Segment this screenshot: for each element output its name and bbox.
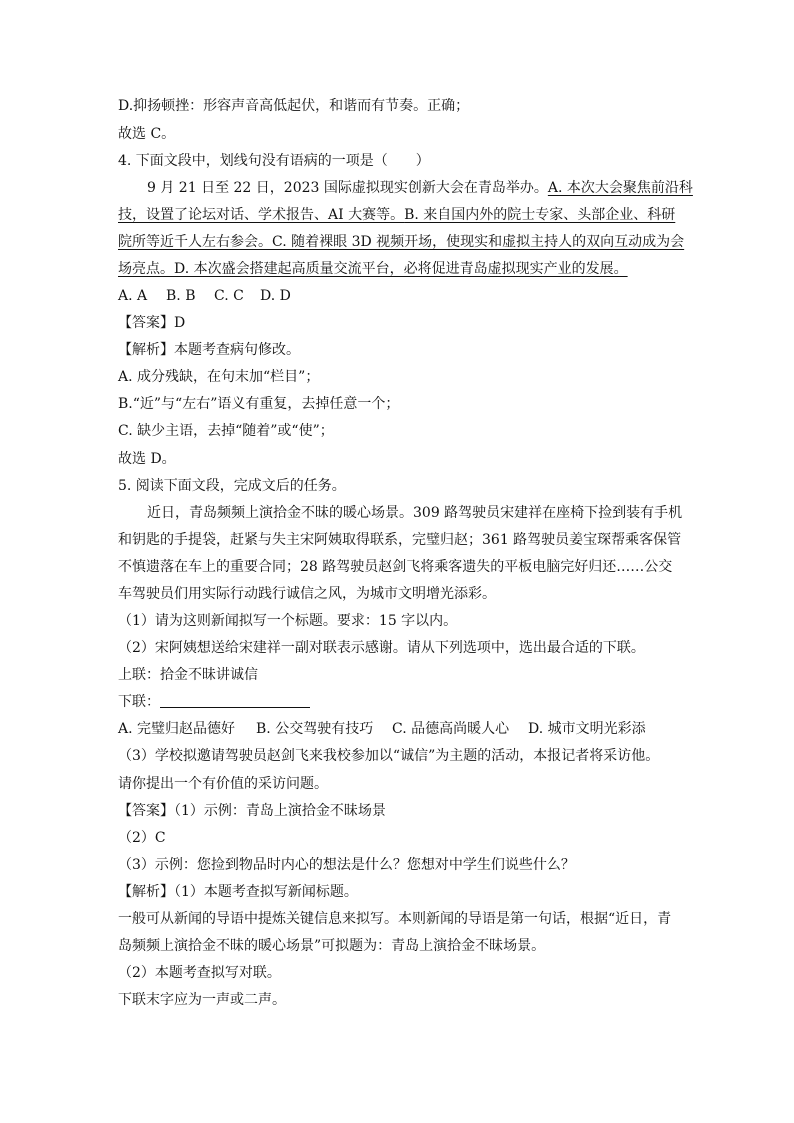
option-d: D. D (260, 288, 291, 304)
question-5-title: 5. 阅读下面文段，完成文后的任务。 (118, 478, 346, 494)
question-5-passage-line: 和钥匙的手提袋，赶紧与失主宋阿姨取得联系，完璧归赵；361 路驾驶员姜宝琛帮乘客保管 (118, 532, 682, 548)
text-line: 请你提出一个有价值的采访问题。 (118, 776, 328, 792)
task-2: （2）宋阿姨想送给宋建祥一副对联表示感谢。请从下列选项中，选出最合适的下联。 (118, 640, 645, 656)
question-4-passage-line (147, 178, 693, 198)
text-line: （3）示例：您捡到物品时内心的想法是什么？您想对中学生们说些什么？ (118, 857, 575, 873)
underlined-sentence-b: B. 来自国内外的院士专家、头部企业、科研 (404, 207, 676, 223)
underlined-sentence-c: C. 随着裸眼 3D 视频开场，使现实和虚拟主持人的双向互动成为会 (272, 234, 685, 250)
question-5-options (118, 719, 646, 739)
question-4-title: 4. 下面文段中，划线句没有语病的一项是（ ） (118, 153, 430, 169)
text-line: 故选 C。 (118, 126, 176, 142)
question-5-passage-line: 不慎遗落在车上的重要合同；28 路驾驶员赵剑飞将乘客遗失的平板电脑完好归还……公交 (118, 559, 673, 575)
explanation-4: 【解析】本题考查病句修改。 (118, 342, 300, 358)
text-line: 故选 D。 (118, 451, 176, 467)
text-line: （2）C (118, 830, 166, 846)
task-1: （1）请为这则新闻拟写一个标题。要求：15 字以内。 (118, 613, 458, 629)
underlined-sentence-a: A. 本次大会聚焦前沿科 (547, 180, 693, 196)
option-d: D. 城市文明光彩添 (528, 721, 646, 737)
underlined-sentence-c: 场亮点。 (118, 261, 174, 277)
option-c: C. 品德高尚暖人心 (392, 721, 510, 737)
question-5-passage-line: 车驾驶员们用实际行动践行诚信之风，为城市文明增光添彩。 (118, 586, 496, 602)
text-line: （2）本题考查拟写对联。 (118, 965, 281, 981)
answer-blank (160, 693, 310, 708)
task-3: （3）学校拟邀请驾驶员赵剑飞来我校参加以“诚信”为主题的活动，本报记者将采访他。 (118, 748, 660, 764)
text-line: C. 缺少主语，去掉“随着”或“使”； (118, 423, 334, 439)
option-c: C. C (214, 288, 244, 304)
lower-couplet (118, 692, 310, 712)
question-4-passage-line (118, 232, 684, 252)
lower-couplet-label: 下联： (118, 694, 160, 710)
option-a: A. A (118, 288, 148, 304)
passage-text: 9 月 21 日至 22 日，2023 国际虚拟现实创新大会在青岛举办。 (147, 180, 548, 196)
explanation-5: 【解析】（1）本题考查拟写新闻标题。 (118, 884, 358, 900)
answer-4: 【答案】D (118, 315, 186, 331)
upper-couplet: 上联：拾金不昧讲诚信 (118, 667, 258, 683)
option-b: B. 公交驾驶有技巧 (256, 721, 374, 737)
underlined-sentence-d: D. 本次盛会搭建起高质量交流平台，必将促进青岛虚拟现实产业的发展。 (174, 261, 628, 277)
question-4-passage-line (118, 259, 628, 279)
question-5-passage-line: 近日，青岛频频上演拾金不昧的暖心场景。309 路驾驶员宋建祥在座椅下捡到装有手机 (147, 505, 683, 521)
text-line: A. 成分残缺，在句末加“栏目”； (118, 369, 320, 385)
text-line: D.抑扬顿挫：形容声音高低起伏，和谐而有节奏。正确； (118, 98, 470, 114)
underlined-sentence-a: 技，设置了论坛对话、学术报告、AI 大赛等。 (118, 207, 405, 223)
text-line: 岛频频上演拾金不昧的暖心场景”可拟题为：青岛上演拾金不昧场景。 (118, 938, 546, 954)
question-4-passage-line (118, 205, 675, 225)
option-a: A. 完璧归赵品德好 (118, 721, 236, 737)
option-b: B. B (166, 288, 196, 304)
underlined-sentence-b: 院所等近千人左右参会。 (118, 234, 272, 250)
text-line: 下联末字应为一声或二声。 (118, 992, 286, 1008)
text-line: 一般可从新闻的导语中提炼关键信息来拟写。本则新闻的导语是第一句话，根据“近日，青 (118, 911, 672, 927)
question-4-options (118, 286, 291, 306)
answer-5: 【答案】（1）示例：青岛上演拾金不昧场景 (118, 803, 386, 819)
text-line: B.“近”与“左右”语义有重复，去掉任意一个； (118, 396, 400, 412)
